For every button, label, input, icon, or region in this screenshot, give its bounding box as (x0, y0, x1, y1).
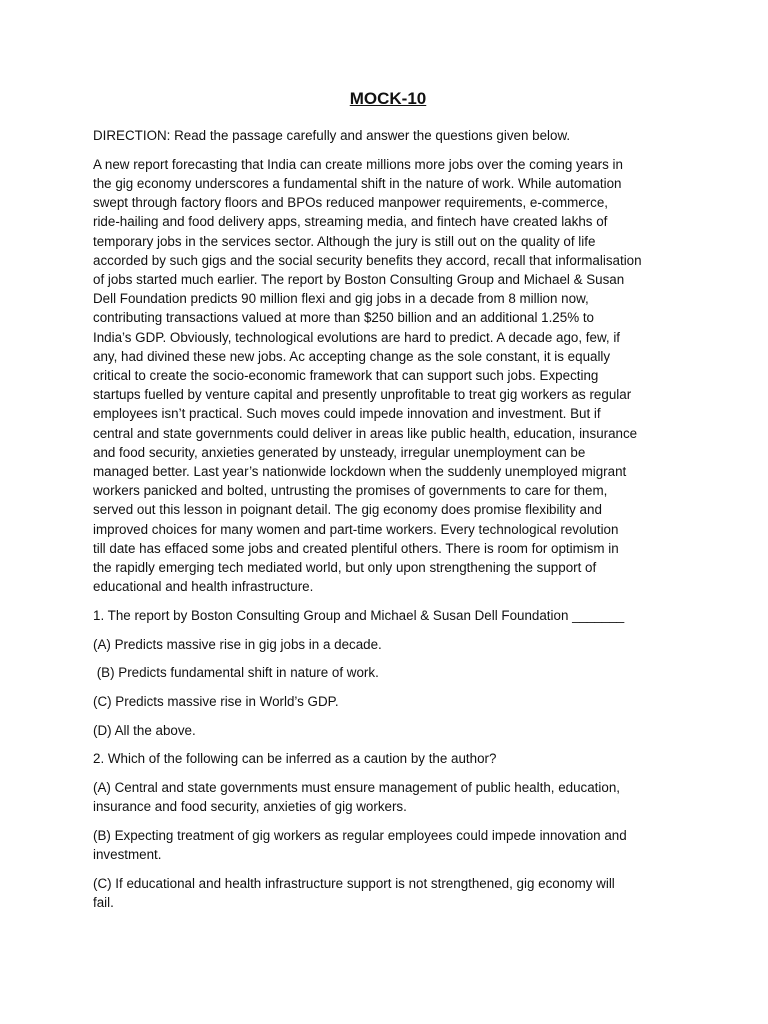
spacer (93, 682, 683, 692)
passage-line: served out this lesson in poignant detail. The gig economy does promise flexibility and (93, 502, 602, 518)
answer-option (93, 635, 683, 654)
answer-option (93, 663, 683, 682)
passage-line: and food security, anxieties generated by unsteady, irregular unemployment can be (93, 444, 586, 460)
passage-line: critical to create the socio-economic framework that can support such jobs. Expecting (93, 367, 599, 383)
answer-option-line: (A) Central and state governments must ensure management of public health, education, (93, 780, 620, 796)
passage-line: accorded by such gigs and the social security benefits they accord, recall that informalisation (93, 252, 642, 268)
answer-option (93, 778, 683, 816)
spacer (93, 654, 683, 664)
answer-option (93, 874, 683, 912)
passage-line: any, had divined these new jobs. Ac accepting change as the sole constant, it is equally (93, 348, 611, 364)
direction-text: DIRECTION: Read the passage carefully and answer the questions given below. (93, 128, 571, 143)
answer-option (93, 826, 683, 864)
passage-line: contributing transactions valued at more than $250 billion and an additional 1.25% to (93, 310, 594, 326)
document-page (93, 88, 683, 912)
passage-line: temporary jobs in the services sector. Although the jury is still out on the quality of life (93, 233, 596, 249)
passage-line: A new report forecasting that India can create millions more jobs over the coming years in (93, 156, 623, 172)
spacer (93, 145, 683, 155)
answer-option-line: (D) All the above. (93, 722, 196, 738)
spacer (93, 864, 683, 874)
passage-line: India’s GDP. Obviously, technological evolutions are hard to predict. A decade ago, few, if (93, 329, 621, 345)
answer-option-line: (C) If educational and health infrastructure support is not strengthened, gig economy will (93, 875, 615, 891)
answer-option-line: insurance and food security, anxieties of gig workers. (93, 799, 407, 815)
passage-line: the gig economy underscores a fundamental shift in the nature of work. While automation (93, 175, 622, 191)
passage-line: improved choices for many women and part-time workers. Every technological revolution (93, 521, 619, 537)
answer-option-line: investment. (93, 847, 162, 863)
passage-line: ride-hailing and food delivery apps, streaming media, and fintech have created lakhs of (93, 214, 608, 230)
passage-line: till date has effaced some jobs and created plentiful others. There is room for optimism in (93, 540, 619, 556)
question-2 (93, 749, 683, 912)
spacer (93, 625, 683, 635)
passage-line: Dell Foundation predicts 90 million flexi and gig jobs in a decade from 8 million now, (93, 291, 589, 307)
passage-line: employees isn’t practical. Such moves could impede innovation and investment. But if (93, 406, 601, 422)
question-list (93, 606, 683, 912)
passage-line: of jobs started much earlier. The report by Boston Consulting Group and Michael & Susan (93, 271, 625, 287)
spacer (93, 596, 683, 606)
passage-line: startups fuelled by venture capital and presently unprofitable to treat gig workers as regular (93, 387, 632, 403)
answer-option-line: fail. (93, 895, 114, 911)
spacer (93, 817, 683, 827)
spacer (93, 711, 683, 721)
passage-line: educational and health infrastructure. (93, 579, 314, 595)
answer-option-line: (B) Expecting treatment of gig workers as regular employees could impede innovation and (93, 828, 627, 843)
spacer (93, 769, 683, 779)
passage-line: the rapidly emerging tech mediated world, but only upon strengthening the support of (93, 559, 597, 575)
answer-option-line: (A) Predicts massive rise in gig jobs in a decade. (93, 636, 382, 652)
page-title: MOCK-10 (349, 89, 427, 108)
question-stem: 1. The report by Boston Consulting Group and Michael & Susan Dell Foundation _______ (93, 607, 625, 623)
passage-line: workers panicked and bolted, untrusting the promises of governments to care for them, (93, 483, 608, 499)
question-1 (93, 606, 683, 750)
passage (93, 155, 683, 597)
answer-option (93, 721, 683, 740)
question-stem: 2. Which of the following can be inferred as a caution by the author? (93, 751, 497, 767)
passage-line: managed better. Last year’s nationwide lockdown when the suddenly unemployed migrant (93, 463, 627, 479)
passage-line: swept through factory floors and BPOs reduced manpower requirements, e-commerce, (93, 195, 609, 211)
answer-option-line: (B) Predicts fundamental shift in nature of work. (93, 665, 379, 681)
spacer (93, 740, 683, 750)
passage-line: central and state governments could deliver in areas like public health, education, insurance (93, 425, 638, 441)
answer-option (93, 692, 683, 711)
answer-option-line: (C) Predicts massive rise in World’s GDP. (93, 693, 339, 709)
